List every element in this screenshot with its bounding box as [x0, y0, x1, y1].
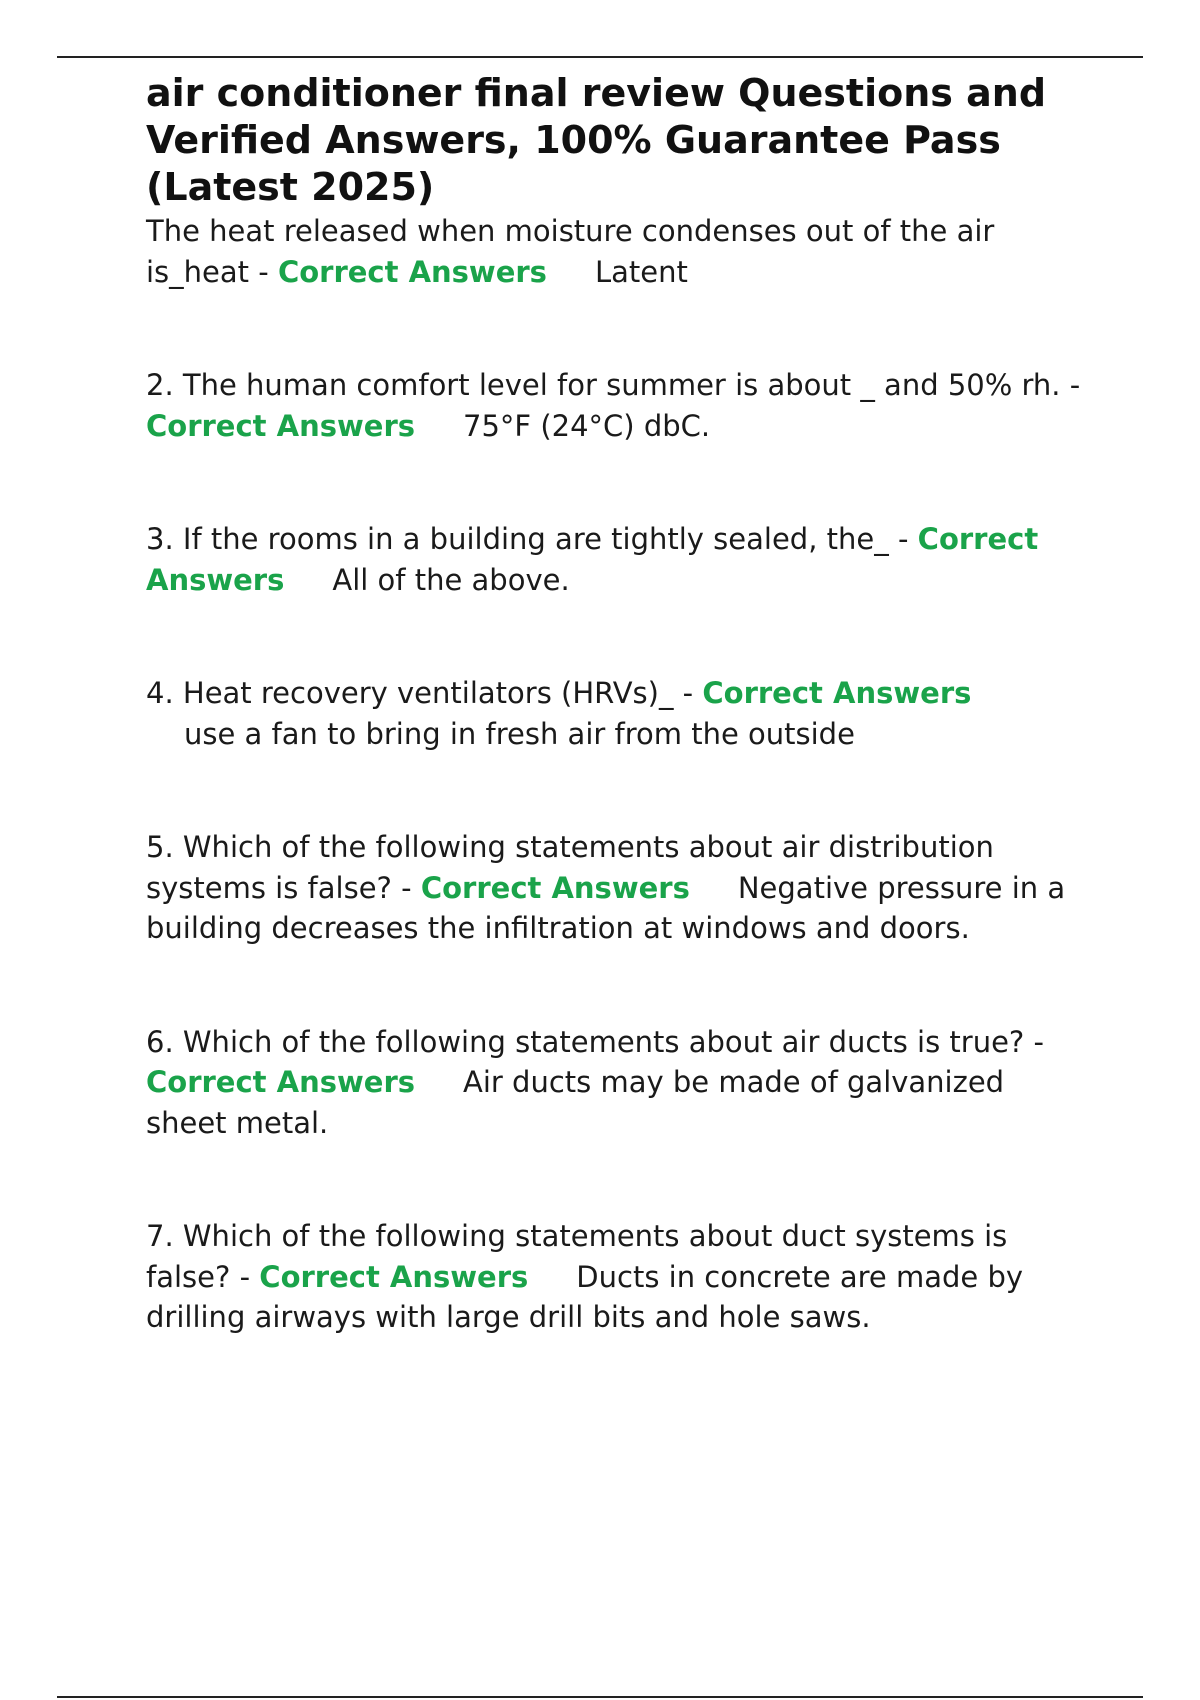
correct-answers-label: Correct Answers: [146, 522, 1039, 597]
question-text: 4. Heat recovery ventilators (HRVs)_ -: [146, 676, 703, 710]
question-text: 3. If the rooms in a building are tightly sealed, the_ -: [146, 522, 918, 556]
correct-answers-label: Correct Answers: [146, 1065, 416, 1099]
qa-item-5: [146, 827, 1086, 949]
answer-text: 75°F (24°C) dbC.: [463, 408, 711, 443]
correct-answers-label: Correct Answers: [702, 676, 972, 710]
qa-item-1: [146, 211, 1086, 292]
question-text: 6. Which of the following statements about air ducts is true? -: [146, 1024, 1045, 1059]
question-text: 5. Which of the following statements about air distribution systems is false? -: [146, 830, 994, 905]
answer-text: Latent: [594, 254, 688, 289]
top-rule: [57, 56, 1143, 58]
answer-text: use a fan to bring in fresh air from the outside: [184, 716, 855, 751]
bottom-rule: [57, 1696, 1143, 1698]
qa-item-7: [146, 1216, 1086, 1338]
qa-item-6: [146, 1022, 1086, 1144]
question-text: 7. Which of the following statements about duct systems is false? -: [146, 1219, 1008, 1294]
question-text: The heat released when moisture condenses out of the air is_heat -: [146, 214, 995, 289]
answer-text: Negative pressure in a building decreases the infiltration at windows and doors.: [146, 870, 1066, 945]
answer-text: All of the above.: [332, 562, 570, 597]
document-title: air conditioner final review Questions and Verified Answers, 100% Guarantee Pass (Latest 2025): [146, 71, 1047, 209]
correct-answers-label: Correct Answers: [277, 254, 547, 289]
qa-item-4: [146, 673, 1086, 754]
qa-item-3: [146, 519, 1086, 600]
document-body: [146, 70, 1086, 1338]
answer-text: Ducts in concrete are made by drilling airways with large drill bits and hole saws.: [146, 1259, 1024, 1334]
correct-answers-label: Correct Answers: [420, 870, 690, 905]
question-text: 2. The human comfort level for summer is about _ and 50% rh. -: [146, 368, 1081, 402]
correct-answers-label: Correct Answers: [146, 408, 416, 443]
correct-answers-label: Correct Answers: [259, 1259, 529, 1294]
qa-item-2: [146, 365, 1086, 446]
answer-text: Air ducts may be made of galvanized sheet metal.: [146, 1065, 1005, 1140]
